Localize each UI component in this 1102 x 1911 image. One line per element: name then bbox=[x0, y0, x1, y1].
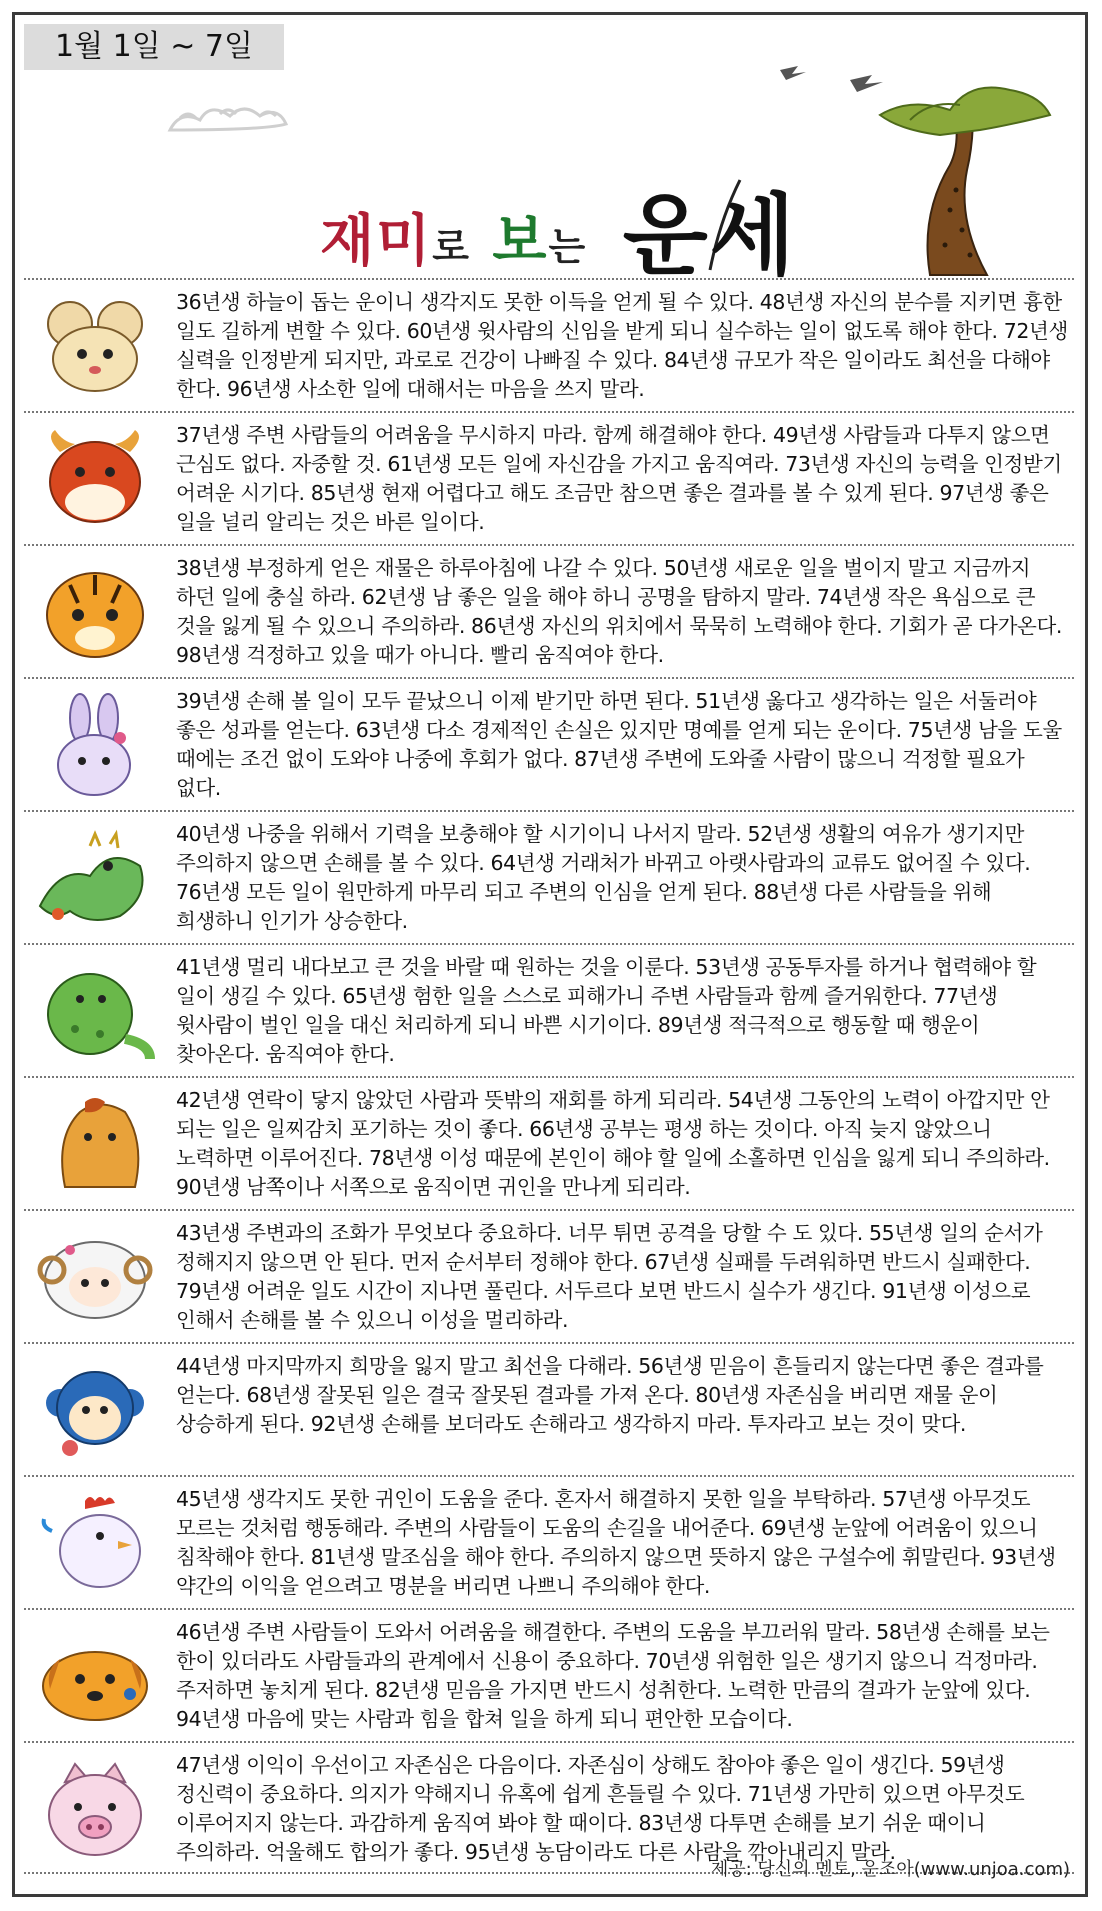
fortune-row-dragon bbox=[24, 810, 1074, 943]
source-credit: 제공: 당신의 멘토, 운조아(www.unjoa.com) bbox=[710, 1859, 1070, 1880]
fortune-text: 47년생 이익이 우선이고 자존심은 다음이다. 자존심이 상해도 참아야 좋은 일이 생긴다. 59년생 정신력이 중요하다. 의지가 약해지니 유혹에 쉽게 흔들릴 수 있다. 71년생 가만히 있으면 아무것도 이루어지지 않는다. 과감하게 움직여 봐야 할 때이다. 83년생 다투면 손해를 보기 쉬운 때이니 주의하라. 억울해도 합의가 좋다. 95년생 농담이라도 다른 사람을 깎아내리지 말라. bbox=[176, 1753, 1025, 1864]
tree-icon bbox=[880, 88, 1050, 276]
monkey-icon bbox=[30, 1358, 160, 1464]
fortune-text: 41년생 멀리 내다보고 큰 것을 바랄 때 원하는 것을 이룬다. 53년생 공동투자를 하거나 협력해야 할 일이 생길 수 있다. 65년생 험한 일을 스스로 피해가니 주변 사람들과 함께 즐거워한다. 77년생 윗사람이 벌인 일을 대신 처리하게 되니 바쁜 시기이다. 89년생 적극적으로 행동할 때 행운이 찾아온다. 움직여야 한다. bbox=[176, 955, 1037, 1066]
fortune-row-rooster bbox=[24, 1475, 1074, 1608]
dragon-icon bbox=[30, 826, 160, 932]
fortune-list bbox=[24, 278, 1074, 1874]
snake-icon bbox=[30, 959, 160, 1065]
fortune-row-ox bbox=[24, 411, 1074, 544]
fortune-text: 40년생 나중을 위해서 기력을 보충해야 할 시기이니 나서지 말라. 52년생 생활의 여유가 생기지만 주의하지 않으면 손해를 볼 수 있다. 64년생 거래처가 바뀌고 아랫사람과의 교류도 없어질 수 있다. 76년생 모든 일이 원만하게 마무리 되고 주변의 인심을 얻게 된다. 88년생 다른 사람들을 위해 희생하니 인기가 상승한다. bbox=[176, 822, 1031, 933]
fortune-row-rat bbox=[24, 278, 1074, 411]
cloud-icon bbox=[170, 109, 286, 130]
tiger-icon bbox=[30, 560, 160, 666]
title-part3: 보 bbox=[492, 209, 549, 274]
fortune-row-sheep bbox=[24, 1209, 1074, 1342]
dog-icon bbox=[30, 1624, 160, 1730]
fortune-text: 45년생 생각지도 못한 귀인이 도움을 준다. 혼자서 해결하지 못한 일을 부탁하라. 57년생 아무것도 모르는 것처럼 행동해라. 주변의 사람들이 도움의 손길을 내어준다. 69년생 눈앞에 어려움이 있으니 침착해야 한다. 81년생 말조심을 해야 한다. 주의하지 않으면 뜻하지 않은 구설수에 휘말린다. 93년생 약간의 이익을 얻으려고 명분을 버리면 나쁘니 주의해야 한다. bbox=[176, 1487, 1056, 1598]
title-part4: 는 bbox=[548, 225, 588, 269]
ox-icon bbox=[30, 427, 160, 533]
fortune-text: 38년생 부정하게 얻은 재물은 하루아침에 나갈 수 있다. 50년생 새로운 일을 벌이지 말고 지금까지 하던 일에 충실 하라. 62년생 남 좋은 일을 해야 하니 공명을 탐하지 말라. 74년생 작은 욕심으로 큰 것을 잃게 될 수 있으니 주의하라. 86년생 자신의 위치에서 묵묵히 노력해야 한다. 기회가 곧 다가온다. 98년생 걱정하고 있을 때가 아니다. 빨리 움직여야 한다. bbox=[176, 556, 1062, 667]
fortune-text: 43년생 주변과의 조화가 무엇보다 중요하다. 너무 튀면 공격을 당할 수 도 있다. 55년생 일의 순서가 정해지지 않으면 안 된다. 먼저 순서부터 정해야 한다. 67년생 실패를 두려워하면 반드시 실패한다. 79년생 어려운 일도 시간이 지나면 풀린다. 서두르다 보면 반드시 실수가 생긴다. 91년생 이성으로 인해서 손해를 볼 수 있으니 이성을 멀리하라. bbox=[176, 1221, 1043, 1332]
date-range-label: 1월 1일 ~ 7일 bbox=[24, 24, 284, 70]
fortune-row-rabbit bbox=[24, 677, 1074, 810]
horse-icon bbox=[30, 1092, 160, 1198]
fortune-row-snake bbox=[24, 943, 1074, 1076]
title-part2: 로 bbox=[432, 225, 471, 269]
bird-icon bbox=[780, 66, 883, 92]
fortune-row-tiger bbox=[24, 544, 1074, 677]
rabbit-icon bbox=[30, 693, 160, 799]
fortune-text: 36년생 하늘이 돕는 운이니 생각지도 못한 이득을 얻게 될 수 있다. 48년생 자신의 분수를 지키면 흉한 일도 길하게 변할 수 있다. 60년생 윗사람의 신임을 받게 되니 실수하는 일이 없도록 해야 한다. 72년생 실력을 인정받게 되지만, 과로로 건강이 나빠질 수 있다. 84년생 규모가 작은 일이라도 최선을 다해야 한다. 96년생 사소한 일에 대해서는 마음을 쓰지 말라. bbox=[176, 290, 1068, 401]
rooster-icon bbox=[30, 1491, 160, 1597]
fortune-text: 42년생 연락이 닿지 않았던 사람과 뜻밖의 재회를 하게 되리라. 54년생 그동안의 노력이 아깝지만 안 되는 일은 일찌감치 포기하는 것이 좋다. 66년생 공부는 평생 하는 것이다. 아직 늦지 않았으니 노력하면 이루어진다. 78년생 이성 때문에 본인이 해야 할 일에 소홀하면 인심을 잃게 되니 주의하라. 90년생 남쪽이나 서쪽으로 움직이면 귀인을 만나게 되리라. bbox=[176, 1088, 1050, 1199]
fortune-row-horse bbox=[24, 1076, 1074, 1209]
fortune-row-monkey bbox=[24, 1342, 1074, 1475]
sheep-icon bbox=[30, 1225, 160, 1331]
title-part5: 운세 bbox=[622, 183, 797, 287]
title-part1: 재미 bbox=[320, 209, 433, 274]
fortune-text: 44년생 마지막까지 희망을 잃지 말고 최선을 다해라. 56년생 믿음이 흔들리지 않는다면 좋은 결과를 얻는다. 68년생 잘못된 일은 결국 잘못된 결과를 가져 온다. 80년생 자존심을 버리면 재물 운이 상승하게 된다. 92년생 손해를 보더라도 손해라고 생각하지 마라. 투자라고 보는 것이 맞다. bbox=[176, 1354, 1044, 1436]
fortune-text: 37년생 주변 사람들의 어려움을 무시하지 마라. 함께 해결해야 한다. 49년생 사람들과 다투지 않으면 근심도 없다. 자중할 것. 61년생 모든 일에 자신감을 가지고 움직여라. 73년생 자신의 능력을 인정받기 어려운 시기다. 85년생 현재 어렵다고 해도 조금만 참으면 좋은 결과를 볼 수 있게 된다. 97년생 좋은 일을 널리 알리는 것은 바른 일이다. bbox=[176, 423, 1062, 534]
fortune-text: 39년생 손해 볼 일이 모두 끝났으니 이제 받기만 하면 된다. 51년생 옳다고 생각하는 일은 서둘러야 좋은 성과를 얻는다. 63년생 다소 경제적인 손실은 있지만 명예를 얻게 되는 운이다. 75년생 남을 도울 때에는 조건 없이 도와야 나중에 후회가 없다. 87년생 주변에 도와줄 사람이 많으니 걱정할 필요가 없다. bbox=[176, 689, 1062, 800]
page-title bbox=[320, 160, 797, 286]
pig-icon bbox=[30, 1757, 160, 1863]
rat-icon bbox=[30, 294, 160, 400]
fortune-row-dog bbox=[24, 1608, 1074, 1741]
fortune-text: 46년생 주변 사람들이 도와서 어려움을 해결한다. 주변의 도움을 부끄러워 말라. 58년생 손해를 보는 한이 있더라도 사람들과의 관계에서 신용이 중요하다. 70년생 위험한 일은 생기지 않으니 걱정마라. 주저하면 놓치게 된다. 82년생 믿음을 가지면 반드시 성취한다. 노력한 만큼의 결과가 눈앞에 있다. 94년생 마음에 맞는 사람과 힘을 합쳐 일을 하게 되니 편안한 모습이다. bbox=[176, 1620, 1050, 1731]
